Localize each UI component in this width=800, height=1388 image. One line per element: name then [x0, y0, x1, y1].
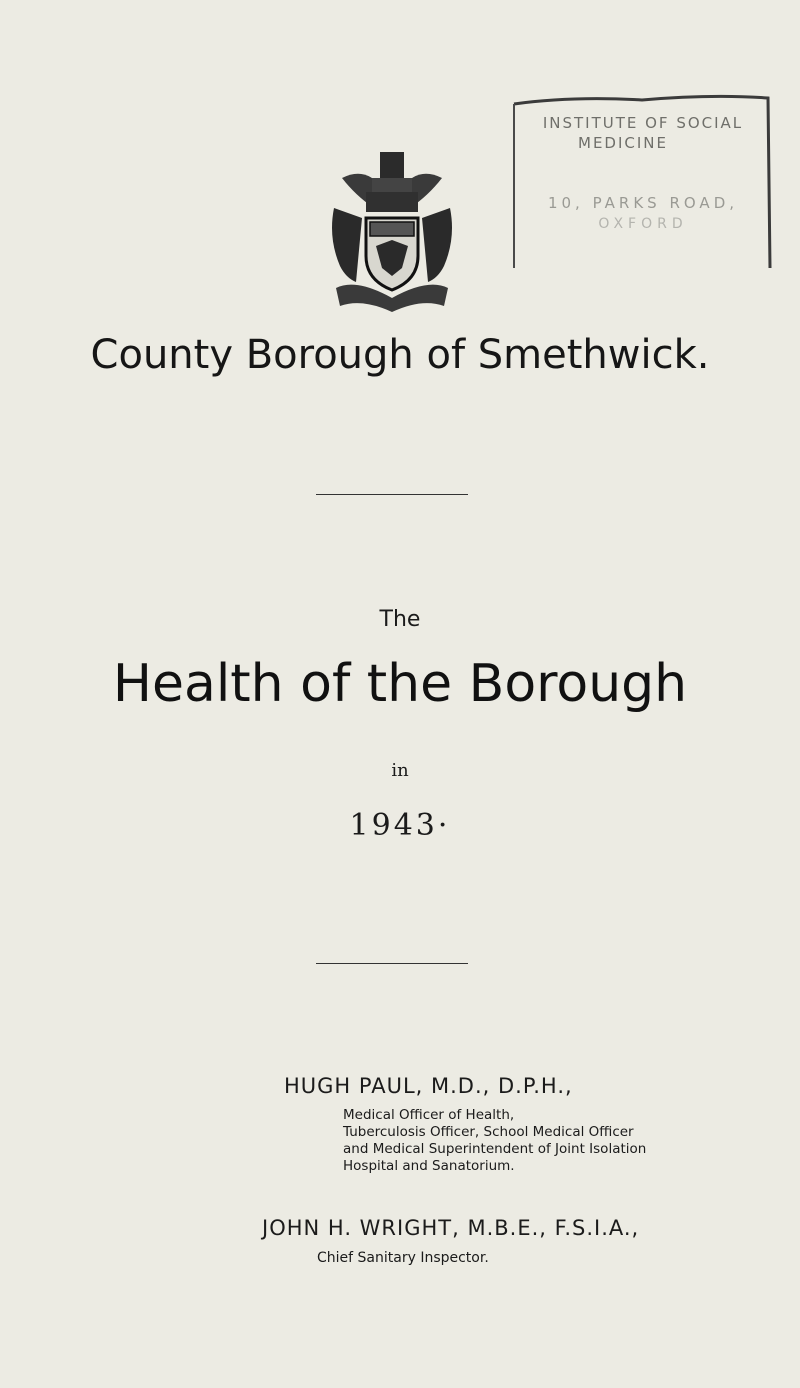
officer-description-1: [343, 1107, 763, 1175]
officer-name-2: JOHN H. WRIGHT, M.B.E., F.S.I.A.,: [262, 1216, 640, 1240]
report-the: The: [379, 607, 421, 632]
report-main-title: Health of the Borough: [112, 654, 688, 714]
stamp-line-1: INSTITUTE OF SOCIAL: [542, 114, 744, 132]
divider-top: [316, 494, 468, 495]
officer-description-line: Hospital and Sanatorium.: [343, 1158, 515, 1174]
divider-bottom: [316, 963, 468, 964]
page-title: County Borough of Smethwick.: [90, 332, 710, 378]
stamp-line-3: 10, PARKS ROAD,: [547, 194, 739, 212]
stamp-line-4: OXFORD: [598, 216, 688, 232]
officer-description-line: and Medical Superintendent of Joint Isolation: [343, 1141, 647, 1157]
officer-name-1: HUGH PAUL, M.D., D.P.H.,: [284, 1074, 573, 1098]
officer-description-line: Medical Officer of Health,: [343, 1107, 515, 1123]
stamp-line-2: MEDICINE: [578, 134, 668, 152]
officer-role-2: Chief Sanitary Inspector.: [317, 1250, 489, 1266]
borough-coat-of-arms-icon: [326, 148, 458, 313]
report-in: in: [391, 760, 409, 781]
report-year: 1943·: [349, 808, 451, 843]
library-stamp: [512, 92, 774, 268]
officer-description-line: Tuberculosis Officer, School Medical Officer: [343, 1124, 634, 1140]
